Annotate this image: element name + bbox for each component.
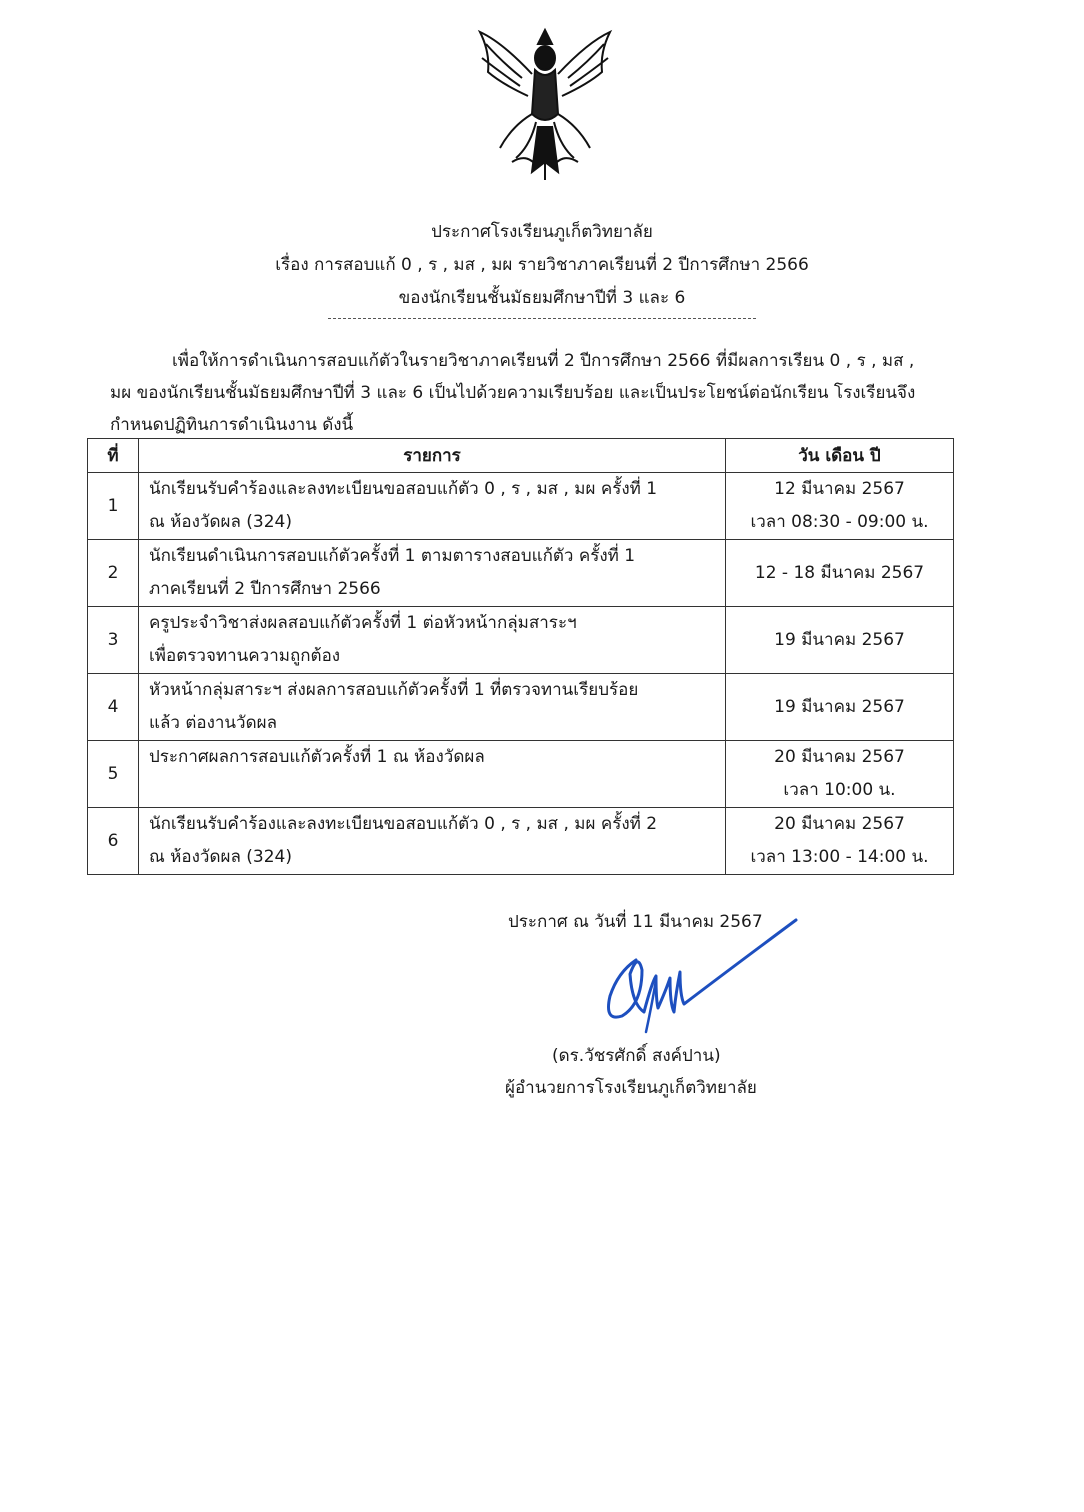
announcement-date: ประกาศ ณ วันที่ 11 มีนาคม 2567 [508, 912, 763, 932]
row-date [726, 674, 954, 741]
row-item-line: ประกาศผลการสอบแก้ตัวครั้งที่ 1 ณ ห้องวัดผล [149, 747, 485, 767]
row-item-line: ณ ห้องวัดผล (324) [149, 512, 292, 532]
row-item [139, 473, 726, 540]
announcement-audience: ของนักเรียนชั้นมัธยมศึกษาปีที่ 3 และ 6 [398, 288, 686, 308]
row-item-line: นักเรียนดำเนินการสอบแก้ตัวครั้งที่ 1 ตามตารางสอบแก้ตัว ครั้งที่ 1 [149, 546, 636, 566]
row-time-line: เวลา 13:00 - 14:00 น. [750, 847, 929, 867]
row-number: 2 [88, 540, 139, 607]
row-date-line: 12 มีนาคม 2567 [774, 479, 905, 499]
intro-line-3: กำหนดปฏิทินการดำเนินงาน ดังนี้ [110, 415, 354, 435]
row-item [139, 674, 726, 741]
row-date [726, 741, 954, 808]
header-item: รายการ [139, 439, 726, 473]
row-date [726, 540, 954, 607]
row-item [139, 808, 726, 875]
table-row [88, 674, 954, 741]
row-item [139, 741, 726, 808]
header-no: ที่ [88, 439, 139, 473]
director-position: ผู้อำนวยการโรงเรียนภูเก็ตวิทยาลัย [505, 1078, 757, 1098]
row-date-line: 19 มีนาคม 2567 [774, 629, 905, 650]
row-number: 4 [88, 674, 139, 741]
row-item-line: ภาคเรียนที่ 2 ปีการศึกษา 2566 [149, 579, 381, 599]
row-time-line: เวลา 08:30 - 09:00 น. [750, 512, 929, 532]
row-number: 3 [88, 607, 139, 674]
table-row [88, 540, 954, 607]
table-header-row [88, 439, 954, 473]
director-signature [596, 912, 806, 1037]
row-date-line: 19 มีนาคม 2567 [774, 696, 905, 717]
intro-paragraph [110, 345, 970, 441]
row-item-line: แล้ว ต่องานวัดผล [149, 713, 278, 733]
row-number: 5 [88, 741, 139, 808]
row-item-line: นักเรียนรับคำร้องและลงทะเบียนขอสอบแก้ตัว 0 , ร , มส , มผ ครั้งที่ 2 [149, 814, 658, 834]
row-item-line: เพื่อตรวจทานความถูกต้อง [149, 646, 341, 666]
row-date [726, 808, 954, 875]
announcement-title: ประกาศโรงเรียนภูเก็ตวิทยาลัย [431, 222, 653, 242]
table-row [88, 473, 954, 540]
row-date [726, 607, 954, 674]
row-number: 1 [88, 473, 139, 540]
schedule-table [87, 438, 954, 875]
row-item [139, 607, 726, 674]
row-number: 6 [88, 808, 139, 875]
header-divider [328, 318, 756, 319]
table-row [88, 741, 954, 808]
row-item-line: ครูประจำวิชาส่งผลสอบแก้ตัวครั้งที่ 1 ต่อหัวหน้ากลุ่มสาระฯ [149, 613, 577, 633]
row-item [139, 540, 726, 607]
intro-line-1: เพื่อให้การดำเนินการสอบแก้ตัวในรายวิชาภาคเรียนที่ 2 ปีการศึกษา 2566 ที่มีผลการเรียน 0 , ร , มส , [172, 351, 915, 371]
table-row [88, 808, 954, 875]
row-item-line: หัวหน้ากลุ่มสาระฯ ส่งผลการสอบแก้ตัวครั้งที่ 1 ที่ตรวจทานเรียบร้อย [149, 680, 639, 700]
intro-line-2: มผ ของนักเรียนชั้นมัธยมศึกษาปีที่ 3 และ 6 เป็นไปด้วยความเรียบร้อย และเป็นประโยชน์ต่อนักเรียน โรงเรียนจึง [110, 383, 916, 403]
director-name: (ดร.วัชรศักดิ์ สงค์ปาน) [552, 1046, 721, 1066]
announcement-subject: เรื่อง การสอบแก้ 0 , ร , มส , มผ รายวิชาภาคเรียนที่ 2 ปีการศึกษา 2566 [275, 255, 809, 275]
row-time-line: เวลา 10:00 น. [783, 780, 896, 800]
row-date [726, 473, 954, 540]
header-date: วัน เดือน ปี [726, 439, 954, 473]
row-date-line: 20 มีนาคม 2567 [774, 814, 905, 834]
row-item-line: ณ ห้องวัดผล (324) [149, 847, 292, 867]
table-row [88, 607, 954, 674]
row-date-line: 20 มีนาคม 2567 [774, 747, 905, 767]
row-item-line: นักเรียนรับคำร้องและลงทะเบียนขอสอบแก้ตัว 0 , ร , มส , มผ ครั้งที่ 1 [149, 479, 658, 499]
garuda-emblem [472, 22, 618, 182]
row-date-line: 12 - 18 มีนาคม 2567 [754, 562, 925, 583]
